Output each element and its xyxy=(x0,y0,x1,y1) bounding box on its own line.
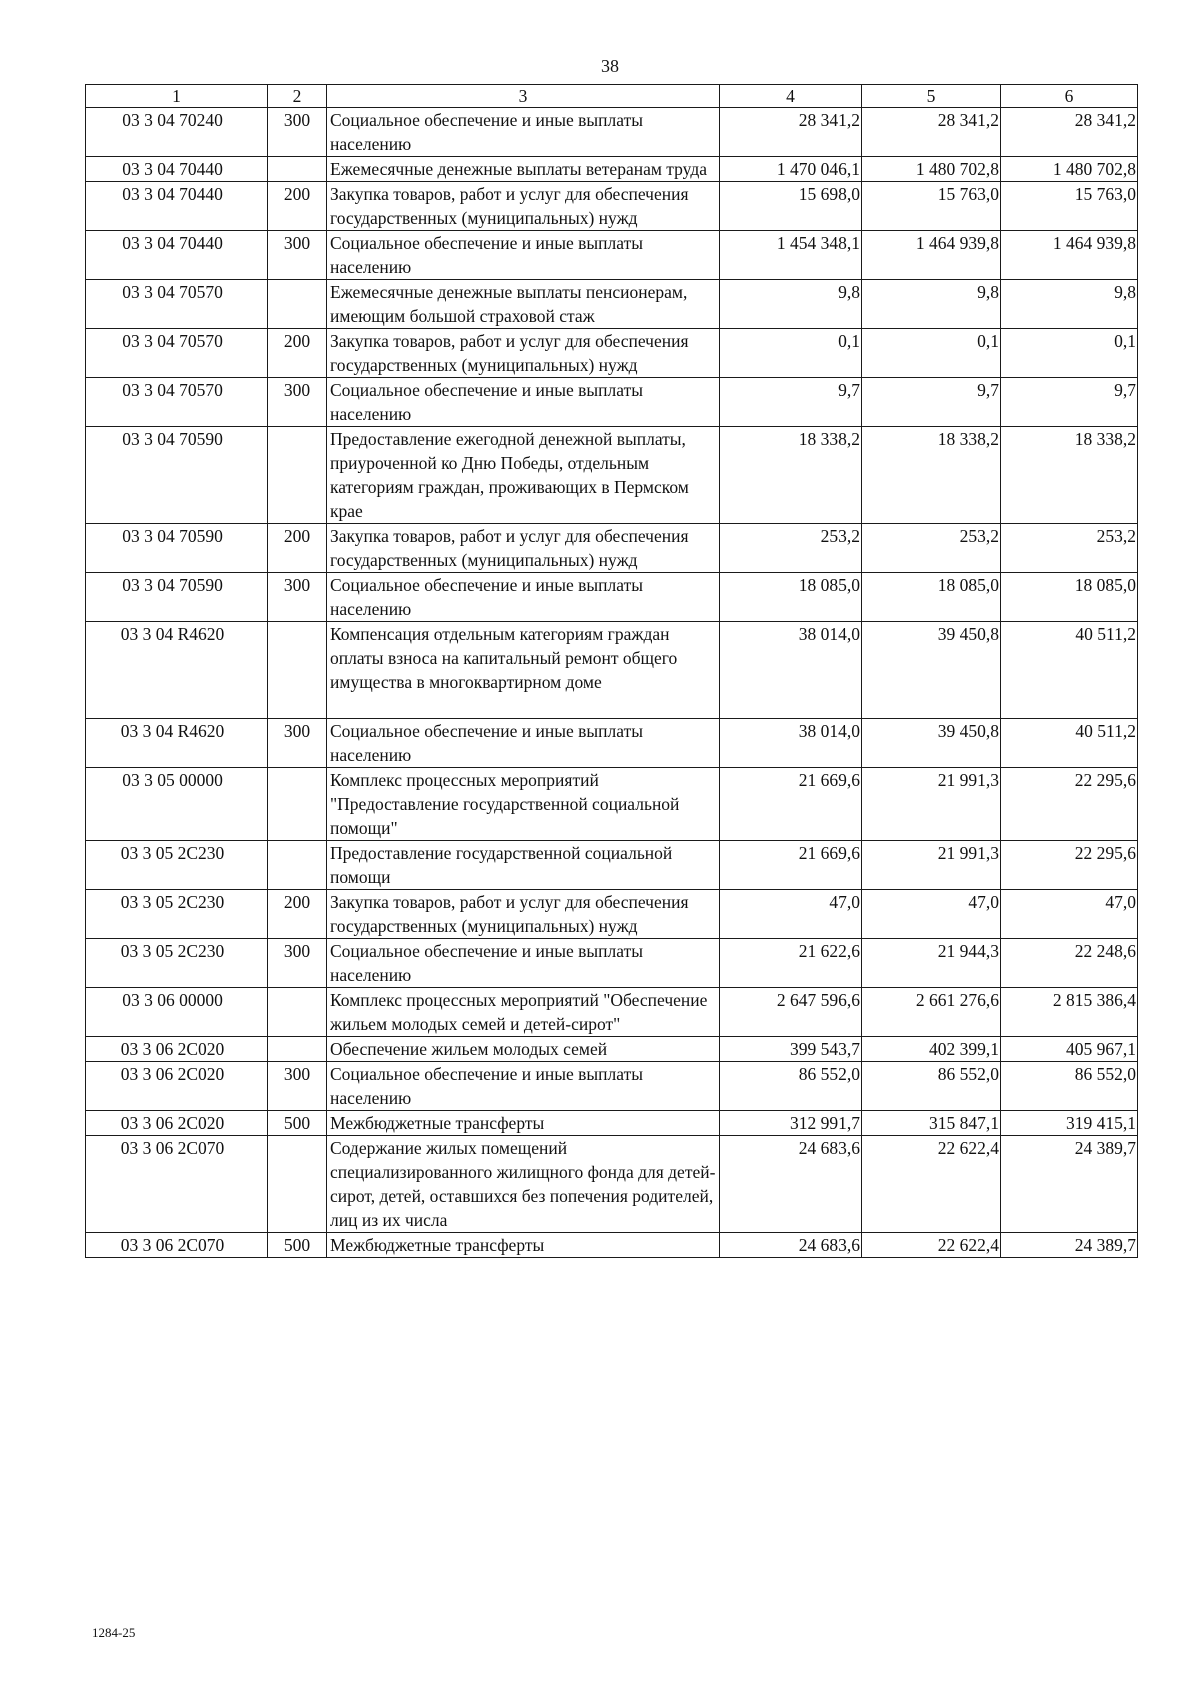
amount-col-4: 38 014,0 xyxy=(720,622,862,719)
table-row xyxy=(86,1136,1138,1233)
item-name: Социальное обеспечение и иные выплаты населению xyxy=(327,719,720,768)
expense-type-code xyxy=(268,622,327,719)
amount-col-5: 315 847,1 xyxy=(862,1111,1001,1136)
target-article-code: 03 3 05 2С230 xyxy=(86,890,268,939)
target-article-code: 03 3 06 2С020 xyxy=(86,1111,268,1136)
amount-col-4: 24 683,6 xyxy=(720,1136,862,1233)
amount-col-4: 9,7 xyxy=(720,378,862,427)
expense-type-code: 500 xyxy=(268,1111,327,1136)
expense-type-code: 200 xyxy=(268,890,327,939)
amount-col-5: 22 622,4 xyxy=(862,1136,1001,1233)
item-name: Социальное обеспечение и иные выплаты населению xyxy=(327,573,720,622)
amount-col-5: 253,2 xyxy=(862,524,1001,573)
amount-col-6: 18 338,2 xyxy=(1001,427,1138,524)
amount-col-6: 9,8 xyxy=(1001,280,1138,329)
table-row xyxy=(86,378,1138,427)
amount-col-5: 39 450,8 xyxy=(862,622,1001,719)
amount-col-6: 22 248,6 xyxy=(1001,939,1138,988)
amount-col-6: 405 967,1 xyxy=(1001,1037,1138,1062)
column-number-row xyxy=(86,85,1138,108)
amount-col-4: 2 647 596,6 xyxy=(720,988,862,1037)
amount-col-4: 15 698,0 xyxy=(720,182,862,231)
item-name: Межбюджетные трансферты xyxy=(327,1111,720,1136)
amount-col-6: 40 511,2 xyxy=(1001,719,1138,768)
item-name: Ежемесячные денежные выплаты пенсионерам, имеющим большой страховой стаж xyxy=(327,280,720,329)
amount-col-4: 21 669,6 xyxy=(720,768,862,841)
item-name: Предоставление ежегодной денежной выплаты, приуроченной ко Дню Победы, отдельным категориям граждан, проживающих в Пермском крае xyxy=(327,427,720,524)
budget-table-container xyxy=(85,84,1137,1258)
amount-col-4: 1 470 046,1 xyxy=(720,157,862,182)
table-row xyxy=(86,890,1138,939)
target-article-code: 03 3 04 70590 xyxy=(86,524,268,573)
table-row xyxy=(86,329,1138,378)
table-row xyxy=(86,231,1138,280)
target-article-code: 03 3 04 R4620 xyxy=(86,622,268,719)
item-name: Закупка товаров, работ и услуг для обеспечения государственных (муниципальных) нужд xyxy=(327,182,720,231)
table-row xyxy=(86,524,1138,573)
amount-col-6: 15 763,0 xyxy=(1001,182,1138,231)
column-header: 3 xyxy=(327,85,720,108)
amount-col-5: 86 552,0 xyxy=(862,1062,1001,1111)
table-row xyxy=(86,573,1138,622)
item-name: Межбюджетные трансферты xyxy=(327,1233,720,1258)
amount-col-4: 9,8 xyxy=(720,280,862,329)
amount-col-4: 86 552,0 xyxy=(720,1062,862,1111)
target-article-code: 03 3 04 70570 xyxy=(86,329,268,378)
amount-col-6: 86 552,0 xyxy=(1001,1062,1138,1111)
expense-type-code: 200 xyxy=(268,182,327,231)
amount-col-4: 399 543,7 xyxy=(720,1037,862,1062)
amount-col-6: 18 085,0 xyxy=(1001,573,1138,622)
expense-type-code xyxy=(268,280,327,329)
target-article-code: 03 3 05 00000 xyxy=(86,768,268,841)
amount-col-4: 21 622,6 xyxy=(720,939,862,988)
column-header: 6 xyxy=(1001,85,1138,108)
amount-col-4: 21 669,6 xyxy=(720,841,862,890)
amount-col-4: 47,0 xyxy=(720,890,862,939)
column-header: 4 xyxy=(720,85,862,108)
expense-type-code xyxy=(268,988,327,1037)
budget-table xyxy=(85,84,1138,1258)
expense-type-code xyxy=(268,427,327,524)
item-name: Предоставление государственной социальной помощи xyxy=(327,841,720,890)
amount-col-5: 15 763,0 xyxy=(862,182,1001,231)
item-name: Комплекс процессных мероприятий "Обеспечение жильем молодых семей и детей-сирот" xyxy=(327,988,720,1037)
amount-col-5: 22 622,4 xyxy=(862,1233,1001,1258)
item-name: Содержание жилых помещений специализированного жилищного фонда для детей-сирот, детей, оставшихся без попечения родителей, лиц из их числа xyxy=(327,1136,720,1233)
target-article-code: 03 3 05 2С230 xyxy=(86,939,268,988)
amount-col-4: 18 338,2 xyxy=(720,427,862,524)
amount-col-4: 0,1 xyxy=(720,329,862,378)
amount-col-6: 253,2 xyxy=(1001,524,1138,573)
amount-col-6: 0,1 xyxy=(1001,329,1138,378)
table-row xyxy=(86,939,1138,988)
amount-col-6: 2 815 386,4 xyxy=(1001,988,1138,1037)
table-row xyxy=(86,768,1138,841)
amount-col-5: 9,8 xyxy=(862,280,1001,329)
target-article-code: 03 3 06 00000 xyxy=(86,988,268,1037)
amount-col-4: 38 014,0 xyxy=(720,719,862,768)
amount-col-5: 9,7 xyxy=(862,378,1001,427)
amount-col-6: 1 480 702,8 xyxy=(1001,157,1138,182)
amount-col-5: 28 341,2 xyxy=(862,108,1001,157)
target-article-code: 03 3 04 70590 xyxy=(86,427,268,524)
amount-col-5: 47,0 xyxy=(862,890,1001,939)
page-number: 38 xyxy=(601,56,619,76)
target-article-code: 03 3 04 70570 xyxy=(86,280,268,329)
amount-col-4: 253,2 xyxy=(720,524,862,573)
target-article-code: 03 3 04 R4620 xyxy=(86,719,268,768)
column-header: 1 xyxy=(86,85,268,108)
amount-col-6: 24 389,7 xyxy=(1001,1233,1138,1258)
amount-col-4: 24 683,6 xyxy=(720,1233,862,1258)
expense-type-code xyxy=(268,1037,327,1062)
expense-type-code xyxy=(268,768,327,841)
item-name: Ежемесячные денежные выплаты ветеранам труда xyxy=(327,157,720,182)
expense-type-code: 300 xyxy=(268,1062,327,1111)
expense-type-code: 300 xyxy=(268,231,327,280)
item-name: Социальное обеспечение и иные выплаты населению xyxy=(327,378,720,427)
expense-type-code: 300 xyxy=(268,573,327,622)
expense-type-code xyxy=(268,841,327,890)
amount-col-5: 0,1 xyxy=(862,329,1001,378)
amount-col-6: 47,0 xyxy=(1001,890,1138,939)
expense-type-code xyxy=(268,1136,327,1233)
column-header: 2 xyxy=(268,85,327,108)
table-row xyxy=(86,1037,1138,1062)
table-row xyxy=(86,841,1138,890)
amount-col-4: 18 085,0 xyxy=(720,573,862,622)
item-name: Социальное обеспечение и иные выплаты населению xyxy=(327,1062,720,1111)
table-row xyxy=(86,622,1138,719)
amount-col-4: 1 454 348,1 xyxy=(720,231,862,280)
amount-col-4: 312 991,7 xyxy=(720,1111,862,1136)
item-name: Компенсация отдельным категориям граждан оплаты взноса на капитальный ремонт общего имущества в многоквартирном доме xyxy=(327,622,720,719)
expense-type-code: 200 xyxy=(268,524,327,573)
item-name: Закупка товаров, работ и услуг для обеспечения государственных (муниципальных) нужд xyxy=(327,890,720,939)
amount-col-6: 24 389,7 xyxy=(1001,1136,1138,1233)
table-row xyxy=(86,182,1138,231)
amount-col-4: 28 341,2 xyxy=(720,108,862,157)
target-article-code: 03 3 04 70440 xyxy=(86,157,268,182)
column-header: 5 xyxy=(862,85,1001,108)
amount-col-5: 1 464 939,8 xyxy=(862,231,1001,280)
amount-col-6: 28 341,2 xyxy=(1001,108,1138,157)
item-name: Закупка товаров, работ и услуг для обеспечения государственных (муниципальных) нужд xyxy=(327,524,720,573)
target-article-code: 03 3 04 70240 xyxy=(86,108,268,157)
expense-type-code xyxy=(268,157,327,182)
table-row xyxy=(86,1111,1138,1136)
table-row xyxy=(86,280,1138,329)
table-row xyxy=(86,1062,1138,1111)
item-name: Социальное обеспечение и иные выплаты населению xyxy=(327,939,720,988)
target-article-code: 03 3 06 2С070 xyxy=(86,1233,268,1258)
item-name: Социальное обеспечение и иные выплаты населению xyxy=(327,108,720,157)
amount-col-5: 18 338,2 xyxy=(862,427,1001,524)
amount-col-5: 21 991,3 xyxy=(862,768,1001,841)
amount-col-6: 9,7 xyxy=(1001,378,1138,427)
amount-col-6: 22 295,6 xyxy=(1001,841,1138,890)
amount-col-6: 40 511,2 xyxy=(1001,622,1138,719)
amount-col-5: 18 085,0 xyxy=(862,573,1001,622)
table-body xyxy=(86,108,1138,1258)
amount-col-5: 21 991,3 xyxy=(862,841,1001,890)
amount-col-6: 1 464 939,8 xyxy=(1001,231,1138,280)
item-name: Социальное обеспечение и иные выплаты населению xyxy=(327,231,720,280)
table-row xyxy=(86,988,1138,1037)
target-article-code: 03 3 05 2С230 xyxy=(86,841,268,890)
amount-col-5: 1 480 702,8 xyxy=(862,157,1001,182)
expense-type-code: 500 xyxy=(268,1233,327,1258)
table-row xyxy=(86,157,1138,182)
target-article-code: 03 3 06 2С020 xyxy=(86,1062,268,1111)
amount-col-5: 39 450,8 xyxy=(862,719,1001,768)
expense-type-code: 300 xyxy=(268,719,327,768)
item-name: Комплекс процессных мероприятий "Предоставление государственной социальной помощи" xyxy=(327,768,720,841)
item-name: Обеспечение жильем молодых семей xyxy=(327,1037,720,1062)
target-article-code: 03 3 04 70440 xyxy=(86,231,268,280)
target-article-code: 03 3 06 2С070 xyxy=(86,1136,268,1233)
target-article-code: 03 3 06 2С020 xyxy=(86,1037,268,1062)
amount-col-6: 319 415,1 xyxy=(1001,1111,1138,1136)
document-footer-code: 1284-25 xyxy=(92,1625,136,1640)
table-row xyxy=(86,427,1138,524)
amount-col-5: 2 661 276,6 xyxy=(862,988,1001,1037)
table-row xyxy=(86,719,1138,768)
expense-type-code: 300 xyxy=(268,108,327,157)
target-article-code: 03 3 04 70440 xyxy=(86,182,268,231)
amount-col-6: 22 295,6 xyxy=(1001,768,1138,841)
table-row xyxy=(86,108,1138,157)
target-article-code: 03 3 04 70590 xyxy=(86,573,268,622)
expense-type-code: 300 xyxy=(268,939,327,988)
amount-col-5: 402 399,1 xyxy=(862,1037,1001,1062)
expense-type-code: 200 xyxy=(268,329,327,378)
amount-col-5: 21 944,3 xyxy=(862,939,1001,988)
table-row xyxy=(86,1233,1138,1258)
target-article-code: 03 3 04 70570 xyxy=(86,378,268,427)
item-name: Закупка товаров, работ и услуг для обеспечения государственных (муниципальных) нужд xyxy=(327,329,720,378)
expense-type-code: 300 xyxy=(268,378,327,427)
